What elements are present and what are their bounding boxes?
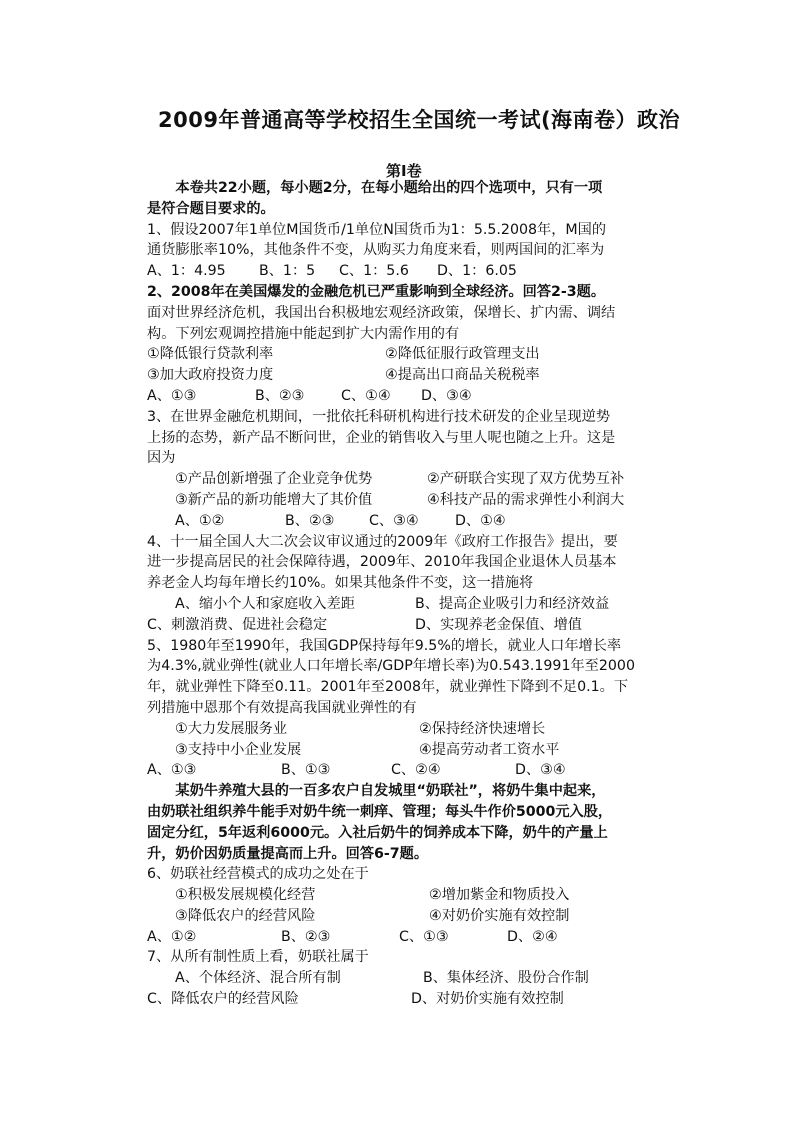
- option-a: A、①③: [147, 762, 197, 779]
- question-3-options: [147, 511, 687, 532]
- question-5-line: 为4.3%,就业弹性(就业人口年增长率/GDP年增长率)为0.543.1991年至2000: [147, 658, 635, 675]
- option-c: C、刺激消费、促进社会稳定: [147, 616, 328, 633]
- question-4-line: 养老金人均每年增长约10%。如果其他条件不变，这一措施将: [147, 575, 534, 592]
- item-2: ②降低征服行政管理支出: [385, 346, 540, 363]
- option-b: B、1：5: [259, 263, 316, 280]
- question-5-items: [147, 740, 687, 761]
- question-7-options: [147, 989, 687, 1010]
- option-d: D、实现养老金保值、增值: [415, 616, 582, 633]
- question-3-line: 因为: [147, 450, 176, 467]
- option-b: B、提高企业吸引力和经济效益: [415, 595, 610, 612]
- item-4: ④提高出口商品关税税率: [385, 367, 540, 384]
- item-1: ①积极发展规模化经营: [175, 887, 316, 904]
- question-7-stem: 7、从所有制性质上看，奶联社属于: [147, 949, 369, 966]
- question-4-options: [147, 594, 687, 615]
- option-b: B、②③: [255, 387, 305, 404]
- page-title: 2009年普通高等学校招生全国统一考试(海南卷）政治: [158, 108, 681, 132]
- option-c: C、③④: [369, 512, 419, 529]
- question-1-options: [147, 261, 687, 282]
- option-c: C、1：5.6: [339, 263, 409, 280]
- item-1: ①大力发展服务业: [175, 720, 288, 737]
- item-3: ③支持中小企业发展: [175, 741, 302, 758]
- question-4-line: 4、十一届全国人大二次会议审议通过的2009年《政府工作报告》提出，要: [147, 533, 618, 550]
- item-2: ②增加紫金和物质投入: [429, 887, 570, 904]
- option-b: B、②③: [281, 928, 331, 945]
- item-4: ④科技产品的需求弹性小利润大: [427, 491, 625, 508]
- intro-line: 是符合题目要求的。: [147, 200, 275, 217]
- document-body: [147, 178, 687, 1010]
- question-5-line: 年，就业弹性下降至0.11。2001年至2008年，就业弹性下降到不足0.1。下: [147, 679, 629, 696]
- item-4: ④提高劳动者工资水平: [419, 741, 560, 758]
- question-5-line: 列措施中恩那个有效提高我国就业弹性的有: [147, 699, 417, 716]
- item-3: ③降低农户的经营风险: [175, 907, 316, 924]
- material-line: 固定分红，5年返利6000元。入社后奶牛的饲养成本下降，奶牛的产量上: [147, 824, 608, 841]
- question-6-items: [147, 906, 687, 927]
- question-1-line: 1、假设2007年1单位M国货币/1单位N国货币为1：5.5.2008年，M国的: [147, 221, 607, 238]
- item-4: ④对奶价实施有效控制: [429, 907, 570, 924]
- item-1: ①降低银行贷款利率: [147, 346, 274, 363]
- question-2-items: [147, 344, 687, 365]
- option-d: D、②④: [507, 928, 558, 945]
- question-2-options: [147, 386, 687, 407]
- material-line: 升，奶价因奶质量提高而上升。回答6-7题。: [147, 845, 429, 862]
- item-2: ②保持经济快速增长: [419, 720, 546, 737]
- option-a: A、1：4.95: [147, 263, 226, 280]
- question-6-options: [147, 927, 687, 948]
- material-line: 由奶联社组织养牛能手对奶牛统一刺痒、管理；每头牛作价5000元入股，: [147, 803, 613, 820]
- question-6-items: [147, 885, 687, 906]
- question-2-line: 构。下列宏观调控措施中能起到扩大内需作用的有: [147, 325, 460, 342]
- option-a: A、①②: [175, 512, 225, 529]
- option-d: D、1：6.05: [437, 263, 517, 280]
- item-3: ③新产品的新功能增大了其价值: [175, 491, 373, 508]
- item-1: ①产品创新增强了企业竞争优势: [175, 471, 373, 488]
- option-c: C、②④: [391, 762, 441, 779]
- option-b: B、②③: [285, 512, 335, 529]
- option-b: B、集体经济、股份合作制: [423, 970, 589, 987]
- question-5-line: 5、1980年至1990年，我国GDP保持每年9.5%的增长，就业人口年增长率: [147, 637, 622, 654]
- intro-line: 本卷共22小题，每小题2分，在每小题给出的四个选项中，只有一项: [147, 180, 603, 196]
- option-d: D、对奶价实施有效控制: [411, 991, 564, 1008]
- option-c: C、降低农户的经营风险: [147, 991, 299, 1008]
- section-heading: 第I卷: [386, 162, 422, 180]
- question-6-stem: 6、奶联社经营模式的成功之处在于: [147, 866, 369, 883]
- option-a: A、①②: [147, 928, 197, 945]
- item-2: ②产研联合实现了双方优势互补: [427, 471, 625, 488]
- option-a: A、①③: [147, 387, 197, 404]
- question-2-items: [147, 365, 687, 386]
- question-4-options: [147, 615, 687, 636]
- question-5-items: [147, 719, 687, 740]
- option-d: D、③④: [515, 762, 566, 779]
- option-a: A、个体经济、混合所有制: [175, 970, 341, 987]
- question-1-line: 通货膨胀率10%，其他条件不变，从购买力角度来看，则两国间的汇率为: [147, 242, 605, 259]
- option-d: D、①④: [455, 512, 506, 529]
- question-5-options: [147, 760, 687, 781]
- question-4-line: 进一步提高居民的社会保障待遇，2009年、2010年我国企业退休人员基本: [147, 554, 617, 571]
- option-b: B、①③: [281, 762, 331, 779]
- question-3-line: 上扬的态势，新产品不断问世，企业的销售收入与里人呢也随之上升。这是: [147, 429, 616, 446]
- question-3-line: 3、在世界金融危机期间，一批依托科研机构进行技术研发的企业呈现逆势: [147, 408, 611, 425]
- question-2-stem: 2、2008年在美国爆发的金融危机已严重影响到全球经济。回答2-3题。: [147, 283, 606, 300]
- question-3-items: [147, 490, 687, 511]
- option-a: A、缩小个人和家庭收入差距: [175, 595, 355, 612]
- option-c: C、①④: [341, 387, 391, 404]
- option-c: C、①③: [399, 928, 449, 945]
- material-line: 某奶牛养殖大县的一百多农户自发城里“奶联社”，将奶牛集中起来，: [147, 783, 606, 800]
- question-3-items: [147, 469, 687, 490]
- option-d: D、③④: [421, 387, 472, 404]
- question-2-line: 面对世界经济危机，我国出台积极地宏观经济政策，保增长、扩内需、调结: [147, 304, 616, 321]
- item-3: ③加大政府投资力度: [147, 367, 274, 384]
- question-7-options: [147, 968, 687, 989]
